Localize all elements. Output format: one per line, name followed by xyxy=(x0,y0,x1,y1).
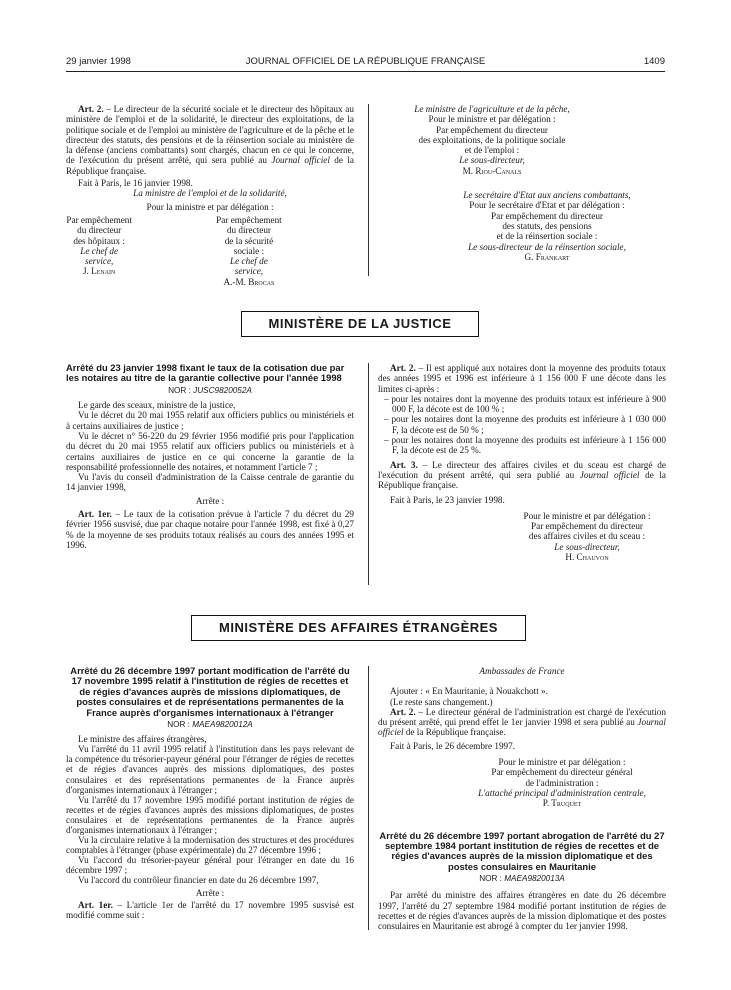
arrete-label: Arrête : xyxy=(195,887,225,898)
decree-title-foreign: Arrêté du 26 décembre 1997 portant modification de l'arrêté du 17 novembre 1995 relatif à l'institution de régies de recettes et de régies d'avances auprès de missions diplomatiques, de postes consulaires et de représentations permanentes de la France auprès d'organismes internationaux à l'étranger xyxy=(70,665,350,718)
preamble-line: Vu l'accord du contrôleur financier en date du 26 décembre 1997, xyxy=(78,875,319,886)
signature-block: Pour le ministre et par délégation : Par empêchement du directeur des affaires civiles et du sceau : Le sous-directeur, H. Chauvon xyxy=(523,510,651,563)
ministry-justice-heading: MINISTÈRE DE LA JUSTICE xyxy=(241,311,479,337)
preamble-line: Le ministre des affaires étrangères, xyxy=(78,734,207,745)
fait-date: Fait à Paris, le 23 janvier 1998. xyxy=(390,494,505,505)
amendment-note: (Le reste sans changement.) xyxy=(390,696,493,707)
header-journal-title: JOURNAL OFFICIEL DE LA RÉPUBLIQUE FRANÇAISE xyxy=(245,56,486,67)
header-page-number: 1409 xyxy=(643,56,665,67)
article-2-paragraph: Art. 2. – Le directeur général de l'administration est chargé de l'exécution du présent arrêté, qui prend effet le 1er janvier 1998 et sera publié au Journal officiel de la République française. xyxy=(378,706,666,738)
nor-reference: NOR : MAEA9820012A xyxy=(167,720,253,730)
article-1-paragraph: Art. 1er. – Le taux de la cotisation prévue à l'article 7 du décret du 29 février 1956 susvisé, due par chaque notaire pour l'année 1998, est fixé à 0,27 % de la moyenne de ses produits totaux réalisés au cours des années 1995 et 1996. xyxy=(66,509,354,550)
signature-left: Par empêchement du directeur des hôpitaux : Le chef de service, J. Lenain xyxy=(66,214,132,277)
preamble-line: Vu l'accord du trésorier-payeur général pour l'étranger en date du 16 décembre 1997 ; xyxy=(66,855,354,876)
article-2-paragraph: Art. 2. – Le directeur de la sécurité sociale et le directeur des hôpitaux au ministère de l'emploi et de la solidarité, le directeur des exploitations, de la politique sociale et de l'emploi au ministère de l'agriculture et de la pêche et le directeur des statuts, des pensions et de la réinsertion sociale au ministère de la défense (anciens combattants) sont chargés, chacun en ce qui le concerne, de l'exécution du présent arrêté, qui sera publié au Journal officiel de la République française. xyxy=(66,104,355,176)
preamble-line: Vu la circulaire relative à la modernisation des structures et des procédures comptables à l'étranger (phase expérimentale) du 27 décembre 1996 ; xyxy=(66,835,354,856)
justice-right-column xyxy=(378,363,666,562)
article-3-paragraph: Art. 3. – Le directeur des affaires civiles et du sceau est chargé de l'exécution du présent arrêté, qui sera publié au Journal officiel de la République française. xyxy=(378,459,666,491)
foreign-left-column xyxy=(66,666,354,920)
foreign-right-column xyxy=(378,666,666,932)
preamble-line: Vu l'arrêté du 11 avril 1995 relatif à l'institution dans les pays relevant de la compétence du trésorier-payeur général pour l'étranger de régies de recettes et de régies d'avances auprès des missions diplomatiques, des postes consulaires et des représentations permanentes de la France auprès d'organismes internationaux à l'étranger ; xyxy=(66,744,354,795)
column-divider xyxy=(368,363,369,585)
nor-reference: NOR : MAEA9820013A xyxy=(479,874,565,884)
signature-block: Pour le ministre et par délégation : Par empêchement du directeur général de l'administration : L'attaché principal d'administration centrale, P. Truquet xyxy=(478,757,646,809)
list-item: – pour les notaires dont la moyenne des produits est inférieure à 1 030 000 F, la décote est de 50 % ; xyxy=(384,414,666,435)
preamble-line: Vu le décret n° 56-220 du 29 février 1956 modifié pris pour l'application du décret du 20 mai 1955 relatif aux officiers publics ou ministériels et à certains auxiliaires de justice en ce qui concerne la garantie de la responsabilité professionnelle des notaires, et notamment l'article 7 ; xyxy=(66,431,354,472)
top-left-column xyxy=(66,104,354,287)
top-right-column: Le ministre de l'agriculture et de la pêche, Pour le ministre et par délégation : Par empêchement du directeur des exploitations, de la politique sociale et de l'emploi : Le sous-directeur, M. Riou-Canals Le secrétaire d'Etat aux anciens combattants, Pour le secrétaire d'Etat et par délégation : Par empêchement du directeur des statuts, des pensions et de la réinsertion sociale : Le sous-directeur de la réinsertion sociale, G. Frankart xyxy=(414,104,631,262)
abrogation-paragraph: Par arrêté du ministre des affaires étrangères en date du 26 décembre 1997, l'arrêté du 27 septembre 1984 modifié portant institution de régies de recettes et de régies d'avances auprès de la mission diplomatique et des postes consulaires en Mauritanie est abrogé à compter du 1er janvier 1998. xyxy=(378,890,666,932)
article-2-paragraph: Art. 2. – Il est appliqué aux notaires dont la moyenne des produits totaux des années 1995 et 1996 est inférieure à 1 156 000 F une décote dans les limites ci-après : xyxy=(378,363,666,394)
nor-reference: NOR : JUSC9820052A xyxy=(168,385,252,395)
amendment-line: Ajouter : « En Mauritanie, à Nouakchott ». xyxy=(390,686,548,697)
signature-right: Par empêchement du directeur de la sécurité sociale : Le chef de service, A.-M. Brocas xyxy=(216,214,282,287)
list-item: – pour les notaires dont la moyenne des produits est inférieure à 1 156 000 F, la décote est de 25 %. xyxy=(384,435,666,456)
section-subheading: Ambassades de France xyxy=(479,666,565,676)
column-divider xyxy=(368,104,369,276)
preamble-line: Le garde des sceaux, ministre de la justice, xyxy=(78,400,236,411)
column-divider xyxy=(368,666,369,930)
article-1-paragraph: Art. 1er. – L'article 1er de l'arrêté du 17 novembre 1995 susvisé est modifié comme suit : xyxy=(66,899,354,920)
justice-left-column xyxy=(66,363,354,550)
ministry-foreign-heading: MINISTÈRE DES AFFAIRES ÉTRANGÈRES xyxy=(191,615,526,641)
signatures-pair xyxy=(66,215,354,287)
delegation-line: Pour la ministre et par délégation : xyxy=(146,201,274,212)
decree-title-abrogation: Arrêté du 26 décembre 1997 portant abrogation de l'arrêté du 27 septembre 1984 portant institution de régies de recettes et de régies d'avances auprès de la mission diplomatique et des postes consulaires en Mauritanie xyxy=(379,829,665,872)
header-rule xyxy=(66,71,665,72)
header-date: 29 janvier 1998 xyxy=(66,56,131,67)
decree-title-justice: Arrêté du 23 janvier 1998 fixant le taux de la cotisation due par les notaires au titre de la garantie collective pour l'année 1998 xyxy=(66,362,345,384)
preamble-line: Vu le décret du 20 mai 1955 relatif aux officiers publics ou ministériels et à certains auxiliaires de justice ; xyxy=(66,410,354,431)
page-header xyxy=(66,56,665,70)
arrete-label: Arrête : xyxy=(195,495,225,506)
fait-date: Fait à Paris, le 16 janvier 1998. xyxy=(78,178,193,189)
fait-date: Fait à Paris, le 26 décembre 1997. xyxy=(390,740,516,751)
minister-title: La ministre de l'emploi et de la solidarité, xyxy=(133,188,287,199)
preamble-line: Vu l'avis du conseil d'administration de la Caisse centrale de garantie du 14 janvier 1998, xyxy=(66,472,354,493)
list-item: – pour les notaires dont la moyenne des produits totaux est inférieure à 900 000 F, la décote est de 100 % ; xyxy=(384,393,666,415)
preamble-line: Vu l'arrêté du 17 novembre 1995 modifié portant institution de régies de recettes et de régies d'avances auprès des missions diplomatiques, de postes consulaires et de représentations permanentes de la France auprès d'organismes internationaux à l'étranger ; xyxy=(66,794,354,835)
